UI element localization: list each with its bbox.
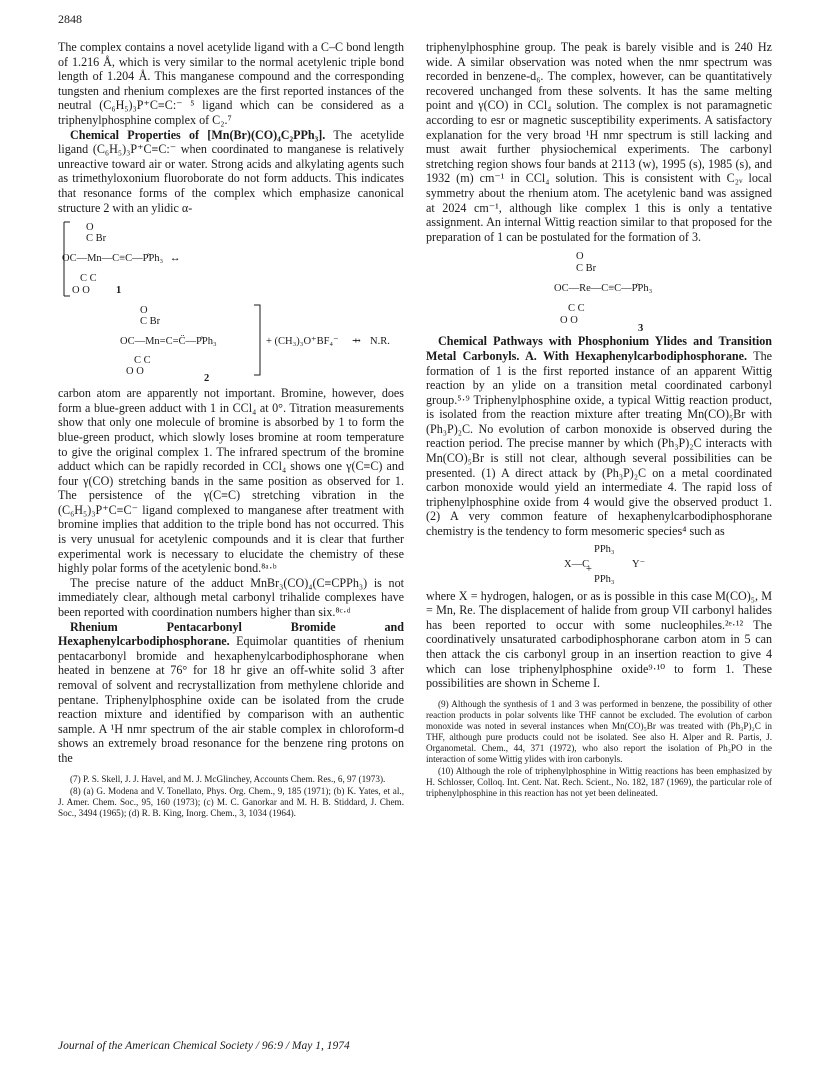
footnote-10: (10) Although the role of triphenylphosphine in Wittig reactions has been emphasized by H. Schlosser, Colloq. Int. Cent. Nat. Rech. Scient., No. 182, 187 (1969), the particular role of triphenylphosphine in this reaction has not yet been delineated. bbox=[426, 765, 772, 798]
footnote-7: (7) P. S. Skell, J. J. Havel, and M. J. McGlinchey, Accounts Chem. Res., 6, 97 (1973). bbox=[70, 773, 386, 784]
mesomeric-pph3-top: PPh₃ bbox=[594, 543, 615, 555]
structure-2-bracket bbox=[254, 305, 260, 375]
structure-2-reagent: + (CH₃)₃O⁺BF₄⁻ bbox=[266, 336, 339, 348]
mesomeric-xc: X—C bbox=[564, 558, 590, 570]
structure-3-cc: C C bbox=[568, 303, 585, 315]
structure-1-drawing bbox=[58, 218, 404, 300]
structure-2-o-top: O bbox=[140, 305, 148, 317]
structure-3-oo: O O bbox=[560, 315, 578, 327]
right-paragraph-3: where X = hydrogen, halogen, or as is possible in this case M(CO)₅, M = Mn, Re. The displacement of halide from group VII carbonyl halides has been reported to occur with some nucleophiles.²ᵉ·¹² The coordinatively unsaturated carbodiphosphorane carbon atom in 5 can then attack the cis carbonyl group in an insertion reaction to give 4 which can lose triphenylphosphine oxide⁹·¹⁰ to form 1. These possibilities are shown in Scheme I. bbox=[426, 588, 772, 691]
right-footnotes bbox=[426, 699, 772, 799]
structure-mesomeric bbox=[426, 542, 772, 586]
page-number: 2848 bbox=[58, 12, 82, 26]
left-column bbox=[58, 40, 404, 820]
structure-1-o-top: O bbox=[86, 222, 94, 234]
right-paragraph-1: triphenylphosphine group. The peak is barely visible and is 240 Hz wide. A similar observation was noted when the nmr spectrum was recorded in benzene-d₆. The complex, however, can be quantitatively recovered unchanged from these solvents. It has the same melting point and γ(CO) in CCl₄ solution. The complex is not paramagnetic according to esr or magnetic susceptibility experiments. A satisfactory explanation for the very broad ¹H nmr spectrum is still lacking and must await further physiochemical experiments. The carbonyl stretching region shows four bands at 2113 (w), 1995 (s), 1985 (s), and 1932 (m) cm⁻¹ in CCl₄ solution. This is consistent with C₂ᵥ local symmetry about the rhenium atom. The acetylenic band was assigned at 2024 cm⁻¹, although like complex 1 this is only a tentative assignment. An internal Wittig reaction similar to that proposed for the preparation of 1 can be postulated for the formation of 3. bbox=[426, 40, 772, 244]
mesomeric-y: Y⁻ bbox=[632, 558, 646, 570]
structure-2-oo: O O bbox=[126, 366, 144, 378]
structure-1-cc: C C bbox=[80, 273, 97, 285]
structure-1 bbox=[58, 218, 404, 300]
structure-3-re-line: OC—Re—C≡C—P̊Ph₃ bbox=[554, 283, 653, 295]
section-heading-chemical-pathways: Chemical Pathways with Phosphonium Ylides and Transition Metal Carbonyls. A. With Hexaphenylcarbodiphosphorane. bbox=[426, 334, 772, 363]
structure-1-label: 1 bbox=[116, 285, 122, 297]
structure-1-c-br: C Br bbox=[86, 233, 107, 245]
left-paragraph-5-body: Equimolar quantities of rhenium pentacarbonyl bromide and hexaphenylcarbodiphosphorane when heated in benzene at 76° for 18 hr give an off-white solid 3 after removal of solvent and recrystallization from methylene chloride and pentane. Triphenylphosphine oxide can be isolated from the crude reaction mixture and identified by comparison with an authentic sample. A ¹H nmr spectrum of the air stable complex in chloroform-d shows an extremely broad resonance for the benzene ring protons on the bbox=[58, 634, 404, 765]
right-paragraph-2-body: The formation of 1 is the first reported instance of an apparent Wittig reaction by an ylide on a transition metal coordinated carbonyl group.⁵·⁹ Triphenylphosphine oxide, a typical Wittig reaction product, is isolated from the reaction mixture after treating Mn(CO)₅Br with (Ph₃P)₂C. No evolution of carbon monoxide is observed during the reaction period. The precise manner by which (Ph₃P)₂C interacts with Mn(CO)₅Br is still not clear, although several possibilities can be presented. (1) A direct attack by (Ph₃P)₂C on a metal coordinated carbon monoxide would yield an intermediate 4. The rapid loss of triphenylphosphine oxide from 4 would give the observed product 1. (2) A very common feature of hexaphenylcarbodiphosphorane chemistry is the tendency to form mesomeric species⁴ such as bbox=[426, 348, 772, 539]
left-footnotes bbox=[58, 774, 404, 819]
mesomeric-pph3-bottom: PPh₃ bbox=[594, 573, 615, 585]
left-paragraph-5 bbox=[58, 620, 404, 766]
right-column bbox=[426, 40, 772, 800]
structure-2-cc: C C bbox=[134, 355, 151, 367]
section-heading-rhenium: Rhenium Pentacarbonyl Bromide and Hexaphenylcarbodiphosphorane. bbox=[58, 619, 404, 649]
left-paragraph-2 bbox=[58, 128, 404, 216]
structure-3-o-top: O bbox=[576, 251, 584, 263]
structure-2 bbox=[58, 303, 404, 383]
journal-footer: Journal of the American Chemical Society / 96:9 / May 1, 1974 bbox=[58, 1040, 350, 1052]
structure-2-label: 2 bbox=[204, 373, 210, 384]
left-paragraph-1: The complex contains a novel acetylide ligand with a C–C bond length of 1.216 Å, which is very similar to the normal acetylenic triple bond length of 1.204 Å. This manganese compound and the corresponding tungsten and rhenium complexes are the first reported instances of the neutral (C₆H₅)₃P⁺C≡C:⁻ ⁵ ligand which can be considered as a triphenylphosphine complex of C₂.⁷ bbox=[58, 40, 404, 127]
structure-2-c-br: C Br bbox=[140, 316, 161, 328]
left-paragraph-4: The precise nature of the adduct MnBr₃(CO)₄(C≡CPPh₃) is not immediately clear, although metal carbonyl trihalide complexes have been reported with coordination numbers higher than six.⁸ᶜ·ᵈ bbox=[58, 575, 404, 620]
structure-3-drawing bbox=[426, 247, 772, 331]
structure-3-c-br: C Br bbox=[576, 263, 597, 275]
structure-1-oo: O O bbox=[72, 285, 90, 297]
structure-3 bbox=[426, 247, 772, 331]
mesomeric-plus: + bbox=[586, 563, 592, 575]
footnote-8: (8) (a) G. Modena and V. Tonellato, Phys. Org. Chem., 9, 185 (1971); (b) K. Yates, et al., J. Amer. Chem. Soc., 95, 160 (1973); (c) M. C. Ganorkar and M. H. B. Stiddard, J. Chem. Soc., 3494 (1965); (d) R. B. King, Inorg. Chem., 3, 1034 (1964). bbox=[58, 785, 404, 818]
resonance-arrow: ↔ bbox=[170, 253, 181, 265]
no-reaction-arrow: ⇸ bbox=[352, 336, 361, 348]
no-reaction-label: N.R. bbox=[370, 336, 390, 348]
structure-1-mn-line: OC—Mn—C≡C—P̊Ph₃ bbox=[62, 253, 164, 265]
structure-2-mn-line: OC—Mn=C=C̈—P̊Ph₃ bbox=[120, 336, 217, 348]
section-heading-chemical-properties: Chemical Properties of [Mn(Br)(CO)₄C₂PPh₃]. bbox=[70, 127, 326, 142]
left-paragraph-3: carbon atom are apparently not important. Bromine, however, does form a blue-green adduct with 1 in CCl₄ at 0°. Titration measurements show that only one molecule of bromine is absorbed by 1 to form the blue-green product, which slowly loses bromine at room temperature to give the original complex 1. The infrared spectrum of the bromine adduct which can be rapidly recorded in CCl₄ shows one γ(C≡C) and four γ(CO) stretching bands in the same position as observed for 1. The persistence of the γ(C≡C) stretching vibration in the (C₆H₅)₃P⁺C≡C⁻ ligand complexed to manganese after treatment with bromine implies that addition to the triple bond has not occurred. This is very unusual for acetylenic compounds and it is clear that further experimental work is necessary to elucidate the chemistry of these highly polar forms of the acetylenic bond.⁸ᵃ·ᵇ bbox=[58, 386, 404, 576]
structure-3-label: 3 bbox=[638, 323, 644, 332]
footnote-9: (9) Although the synthesis of 1 and 3 was performed in benzene, the possibility of other reaction products in polar solvents like THF cannot be excluded. The evolution of carbon monoxide was noted in several instances when Mn(CO)₅Br was treated with (Ph₃P)₂C in THF, although pure products could not be isolated. See also H. Alper and R. Partis, J. Organometal. Chem., 44, 371 (1972), who also report the isolation of Ph₃PO in the interaction of some Wittig ylides with iron carbonyls. bbox=[426, 698, 772, 764]
structure-mesomeric-drawing bbox=[426, 542, 772, 586]
left-paragraph-2-body: The acetylide ligand (C₆H₅)₃P⁺C≡C:⁻ when coordinated to manganese is relatively unreactive toward air or water. Strong acids and alkylating agents such as trimethyloxonium fluoroborate do not form adducts. This indicates that resonance forms of the complex which emphasize canonical structure 2 with an ylidic α- bbox=[58, 127, 404, 215]
structure-2-drawing bbox=[58, 303, 404, 383]
right-paragraph-2 bbox=[426, 334, 772, 538]
